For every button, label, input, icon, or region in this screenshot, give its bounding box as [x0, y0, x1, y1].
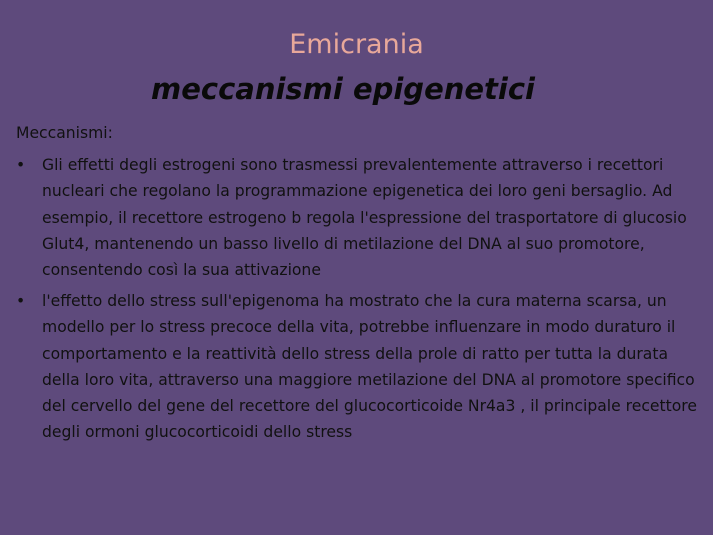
bullet-icon: • — [16, 292, 26, 311]
intro-text: Meccanismi: — [16, 124, 113, 142]
list-item — [16, 152, 700, 283]
slide-subtitle: meccanismi epigenetici — [151, 72, 535, 106]
bullet-list — [16, 152, 700, 445]
list-item — [16, 288, 700, 445]
bullet-icon: • — [16, 156, 26, 175]
bullet-text: l'effetto dello stress sull'epigenoma ha mostrato che la cura materna scarsa, un modello per lo stress precoce della vita, potrebbe influenzare in modo duraturo il comportamento e la reattività dello stress della prole di ratto per tutta la durata della loro vita, attraverso una maggiore metilazione del DNA al promotore specifico del cervello del gene del recettore del glucocorticoide Nr4a3 , il principale recettore degli ormoni glucocorticoidi dello stress — [42, 292, 697, 442]
bullet-text: Gli effetti degli estrogeni sono trasmessi prevalentemente attraverso i recettori nucleari che regolano la programmazione epigenetica dei loro geni bersaglio. Ad esempio, il recettore estrogeno b regola l'espressione del trasportatore di glucosio Glut4, mantenendo un basso livello di metilazione del DNA al suo promotore, consentendo così la sua attivazione — [42, 156, 687, 280]
slide-content — [16, 120, 700, 450]
slide-title: Emicrania — [289, 29, 424, 60]
